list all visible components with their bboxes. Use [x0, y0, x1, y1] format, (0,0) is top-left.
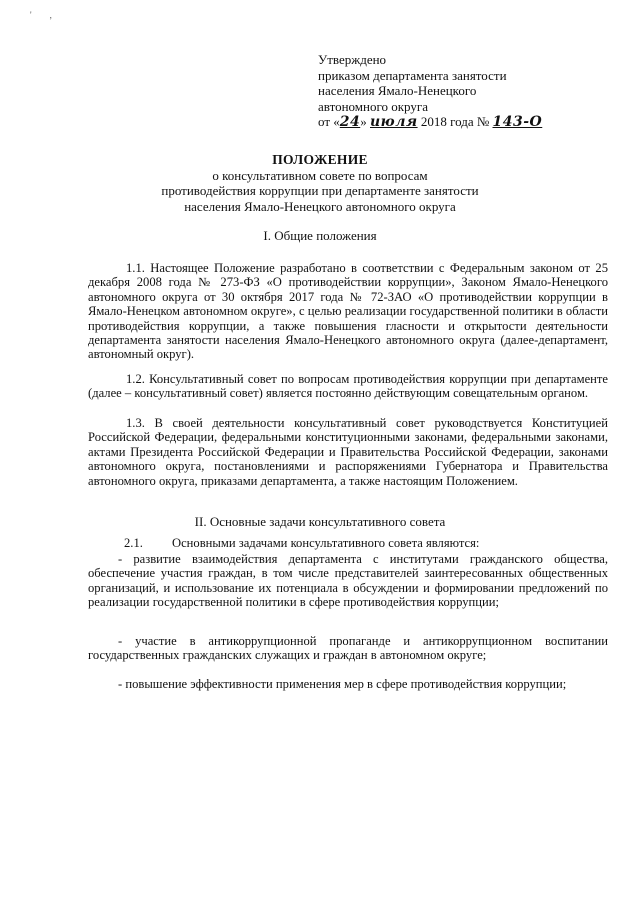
paragraph-1-2: 1.2. Консультативный совет по вопросам противодействия коррупции при департаменте (далее – консультативный совет) является постоянно действующим совещательным органом. — [88, 372, 608, 401]
document-heading: ПОЛОЖЕНИЕ — [272, 152, 368, 167]
approval-line-2: приказом департамента занятости — [318, 67, 507, 83]
date-year: 2018 года № — [417, 114, 493, 130]
task-item-2: - участие в антикоррупционной пропаганде и антикоррупционном воспитании государственных гражданских служащих и граждан в автономном округе; — [88, 634, 608, 663]
section-2-heading: II. Основные задачи консультативного совета — [194, 514, 446, 529]
document-subtitle-1: о консультативном совете по вопросам — [212, 167, 428, 183]
approval-line-1: Утверждено — [318, 52, 387, 67]
date-day-handwritten: 24 — [339, 114, 361, 131]
paragraph-1-3: 1.3. В своей деятельности консультативный совет руководствуется Конституцией Российской Федерации, федеральными конституционными законами, федеральными законами, актами Президента Российской Федерации и Правительства Российской Федерации, законами автономного округа, постановлениями и распоряжениями Губернатора и Правительства автономного округа, приказами департамента, а также настоящим Положением. — [88, 416, 608, 488]
approval-block — [318, 52, 542, 131]
approval-date-line — [318, 114, 542, 131]
paragraph-2-1-number: 2.1. — [124, 536, 143, 550]
approval-line-4: автономного округа — [318, 98, 428, 114]
task-item-3: - повышение эффективности применения мер в сфере противодействия коррупции; — [118, 677, 567, 691]
document-subtitle-2: противодействия коррупции при департаменте занятости — [161, 183, 479, 198]
date-month-handwritten: июля — [370, 114, 418, 131]
document-subtitle-3: населения Ямало-Ненецкого автономного округа — [184, 198, 456, 214]
order-number-handwritten: 143-О — [492, 114, 543, 131]
paragraph-1-1: 1.1. Настоящее Положение разработано в соответствии с Федеральным законом от 25 декабря 2008 года № 273-ФЗ «О противодействии коррупции», Законом Ямало-Ненецкого автономного округа от 30 октября 2017 года № 72-ЗАО «О противодействии коррупции в Ямало-Ненецком автономном округе», с целью реализации государственной политики в области противодействия коррупции, а также повышения гласности и открытости деятельности департамента занятости населения Ямало-Ненецкого автономного округа (далее-департамент, автономный округ). — [88, 261, 608, 362]
paragraph-2-1 — [124, 536, 479, 551]
approval-line-3: населения Ямало-Ненецкого — [318, 83, 477, 99]
scan-specks: ' , — [30, 10, 52, 20]
date-prefix: от « — [318, 114, 340, 130]
section-1-heading: I. Общие положения — [263, 228, 377, 243]
document-title-block — [0, 152, 640, 214]
task-item-1: - развитие взаимодействия департамента с институтами гражданского общества, обеспечение участия граждан, в том числе представителей заинтересованных общественных организаций, и использование их потенциала в обсуждении и формировании предложений по реализации государственной политики в сфере противодействия коррупции; — [88, 552, 608, 610]
date-mid: » — [360, 114, 370, 130]
paragraph-2-1-text: Основными задачами консультативного совета являются: — [172, 536, 480, 550]
